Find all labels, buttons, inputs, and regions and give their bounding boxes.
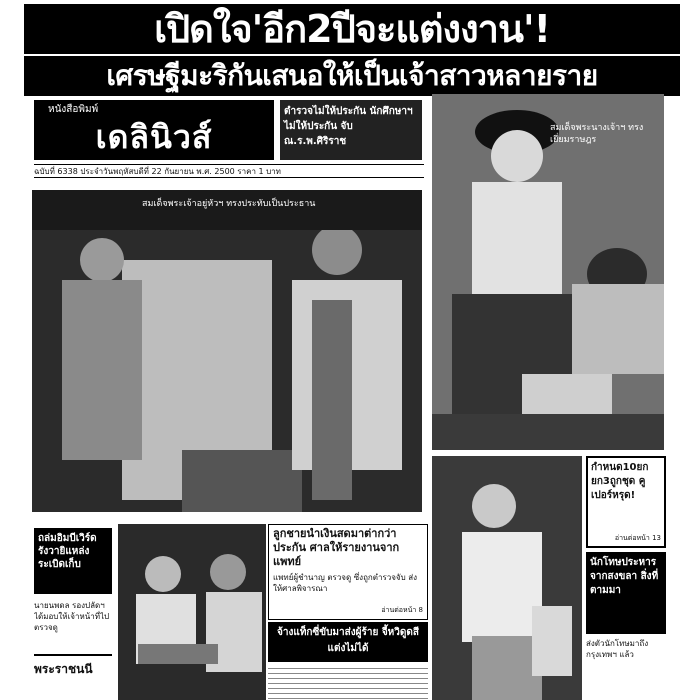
left-box [34,528,112,594]
center-story [268,524,428,620]
center-story2-text [268,664,428,700]
masthead-name: เดลินิวส์ [95,118,213,156]
masthead [34,100,274,160]
bottom-left-photo [118,524,266,700]
right-box-1 [586,456,666,548]
right-box-2-title: นักโทษประหาร จากสงขลา สิ่งที่ตามมา [590,557,659,596]
top-story-box: ตำรวจไม่ให้ประกัน นักศึกษาฯ ไม่ให้ประกัน จับ ณ.ร.พ.ศิริราช [280,100,422,160]
main-photo [32,190,422,512]
masthead-tagline: หนังสือพิมพ์ [48,104,99,115]
bottom-right-photo-image [432,456,582,700]
left-bottom-heading: พระราชนนี [34,654,112,700]
right-photo-caption: สมเด็จพระนางเจ้าฯ ทรงเยี่ยมราษฎร [550,123,644,145]
bottom-left-photo-image [118,524,266,700]
center-story2-title: จ้างแท็กซี่ขับมาส่งผู้ร้าย จี้หวิดูดสีแต่งไม่ได้ [277,627,419,654]
right-box-1-title: กำหนด10ยก ยก3ถูกชุด คูเปอร์หรุด! [591,462,649,501]
main-headline: เปิดใจ'อีก2ปีจะแต่งงาน'! [24,4,680,54]
main-photo-caption: สมเด็จพระเจ้าอยู่หัวฯ ทรงประทับเป็นประธาน [142,199,316,209]
left-box-body: นายนพดล รองปลัดฯ ได้มอบให้เจ้าหน้าที่ไปตรวจดู [34,601,110,632]
sub-headline: เศรษฐีมะริกันเสนอให้เป็นเจ้าสาวหลายราย [24,56,680,96]
bottom-right-photo [432,456,582,700]
center-story-read-more: อ่านต่อหน้า 8 [381,606,423,614]
right-box-1-read-more: อ่านต่อหน้า 13 [614,534,661,542]
right-box-2 [586,552,666,634]
center-story-body: แพทย์ผู้ชำนาญ ตรวจดู ซึ่งถูกตำรวจจับ ส่งให้ศาลพิจารณา [273,573,418,593]
dateline: ฉบับที่ 6338 ประจำวันพฤหัสบดีที่ 22 กันยายน พ.ศ. 2500 ราคา 1 บาท [34,164,424,178]
right-box-2-body: ส่งตัวนักโทษมาถึงกรุงเทพฯ แล้ว [586,639,649,659]
center-story-title: ลูกชายนำเงินสดมาต่ากว่าประกัน ศาลให้รายงานจากแพทย์ [273,527,400,568]
left-box-title: ถล่มอิมบีเวิร์ด รังวายิแหล่งระเบิดเก็บ [38,533,97,570]
main-photo-image [32,190,422,512]
center-story2 [268,622,428,662]
right-photo-image [432,94,664,450]
right-photo [432,94,664,450]
